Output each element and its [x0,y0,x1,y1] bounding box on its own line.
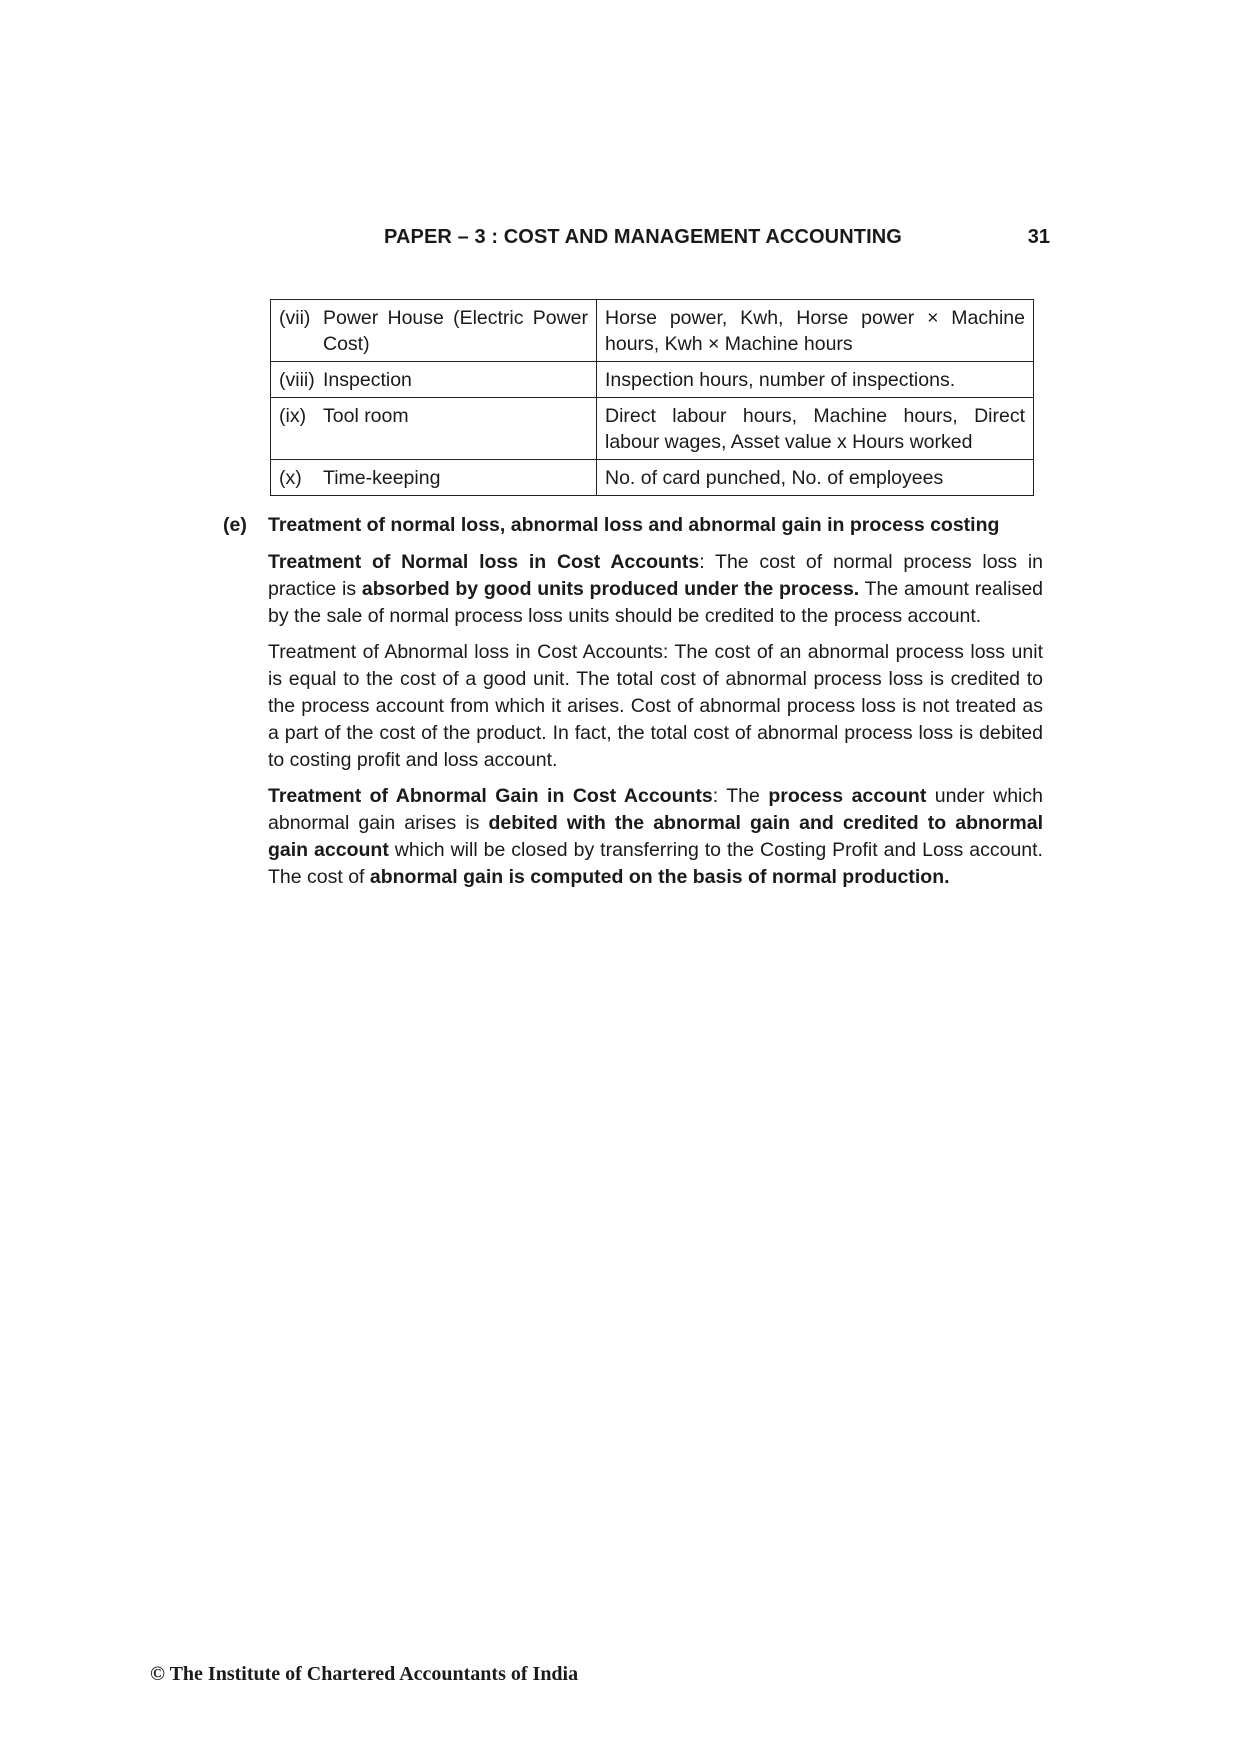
row-number: (viii) [279,369,315,391]
basis-cell: Inspection hours, number of inspections. [597,362,1034,398]
row-number: (x) [279,467,302,489]
service-dept-cell [271,398,597,460]
service-dept-label: Tool room [323,405,409,427]
bold-phrase: Treatment of Abnormal Gain in Cost Accounts [268,785,713,807]
service-dept-label: Inspection [323,369,412,391]
section-mark: (e) [223,514,247,536]
bold-phrase: Treatment of Normal loss in Cost Accounts [268,551,700,573]
page-header [270,226,1050,252]
text-run: : The cost of normal process loss in practice is [268,551,1044,600]
table-row [271,300,1034,362]
page-number: 31 [1027,226,1050,248]
text-run: The amount realised by the sale of normal process loss units should be credited to the process account. [268,578,1044,627]
bold-phrase: absorbed by good units produced under the process. [361,578,860,600]
text-run: under which abnormal gain arises is [268,785,1043,834]
text-run: which will be closed by transferring to the Costing Profit and Loss account. The cost of [268,839,1043,888]
paper-title: PAPER – 3 : COST AND MANAGEMENT ACCOUNTING [384,226,902,248]
row-number: (ix) [279,405,307,427]
bold-phrase: debited with the abnormal gain and credited to abnormal gain account [268,812,1043,861]
table-row [271,460,1034,496]
bold-phrase: abnormal gain is computed on the basis of normal production. [369,866,950,888]
normal-loss-paragraph [268,549,1043,630]
basis-cell: No. of card punched, No. of employees [597,460,1034,496]
service-dept-cell [271,362,597,398]
section-heading-text: Treatment of normal loss, abnormal loss and abnormal gain in process costing [268,514,1000,536]
table-row [271,398,1034,460]
basis-cell: Horse power, Kwh, Horse power × Machine hours, Kwh × Machine hours [597,300,1034,362]
table-row [271,362,1034,398]
service-dept-label: Time-keeping [323,467,441,489]
section-heading [223,512,1043,539]
abnormal-loss-paragraph: Treatment of Abnormal loss in Cost Accounts: The cost of an abnormal process loss unit is equal to the cost of a good unit. The total cost of abnormal process loss is credited to the process account from which it arises. Cost of abnormal process loss is not treated as a part of the cost of the product. In fact, the total cost of abnormal process loss is debited to costing profit and loss account. [268,641,1043,771]
service-dept-label: Power House (Electric Power Cost) [323,307,588,355]
text-run: : The [712,785,769,807]
abnormal-gain-paragraph [268,783,1043,891]
row-number: (vii) [279,307,311,329]
overhead-allocation-table [270,299,1034,496]
section-e [223,512,1043,900]
bold-phrase: process account [768,785,927,807]
service-dept-cell [271,460,597,496]
copyright-footer: © The Institute of Chartered Accountants of India [150,1663,579,1685]
service-dept-cell [271,300,597,362]
basis-cell: Direct labour hours, Machine hours, Direct labour wages, Asset value x Hours worked [597,398,1034,460]
